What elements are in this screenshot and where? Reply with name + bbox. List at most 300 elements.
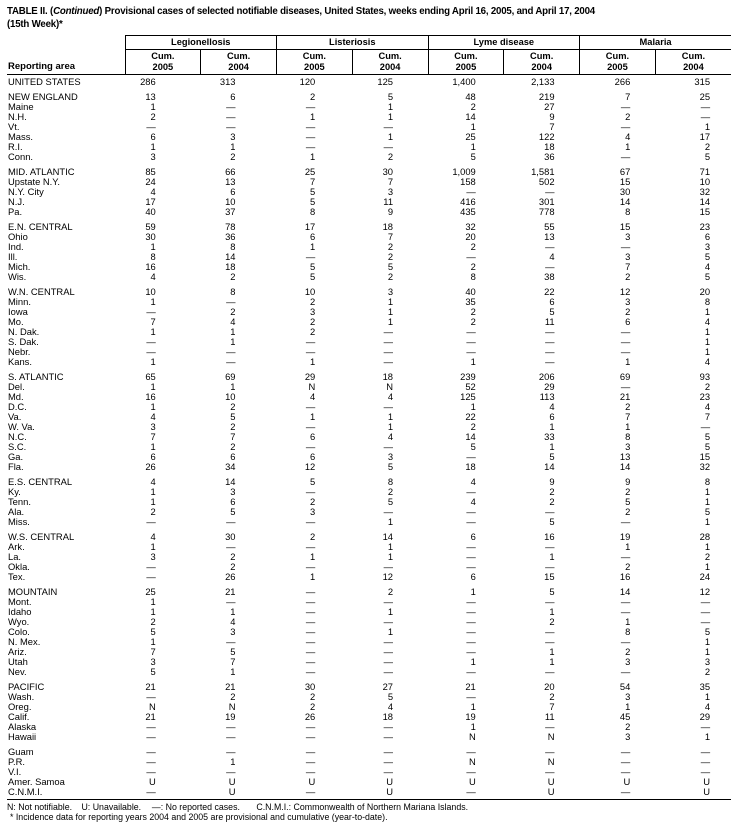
value-cell: — — [226, 721, 236, 732]
value-cell: — — [620, 746, 631, 757]
value-cell: — — [545, 186, 555, 197]
reporting-area-cell: Pa. — [8, 206, 23, 217]
value-cell: 8 — [310, 206, 316, 217]
value-cell: 12 — [304, 461, 316, 472]
legend-unavailable: U: Unavailable. — [81, 802, 142, 812]
footnote-incidence-note: * Incidence data for reporting years 2004 and 2005 are provisional and cumulative (year-to-date). — [10, 812, 388, 822]
value-cell: — — [305, 101, 316, 112]
value-cell: 1 — [704, 496, 711, 507]
value-cell: 2 — [470, 261, 476, 272]
value-cell: 4 — [704, 356, 711, 367]
value-cell: 1 — [387, 316, 394, 327]
value-cell: 2 — [230, 401, 236, 412]
value-cell: 1 — [150, 401, 156, 412]
value-cell: 85 — [145, 166, 156, 177]
reporting-area-cell: Amer. Samoa — [8, 776, 65, 787]
value-cell: 125 — [377, 76, 394, 87]
listeriosis-cum-2004-header: Cum. 2004 — [352, 50, 428, 75]
table-section-3 — [7, 217, 731, 282]
value-cell: — — [383, 326, 394, 337]
value-cell: 2 — [387, 151, 394, 162]
reporting-area-cell: MOUNTAIN — [8, 586, 58, 597]
value-cell: — — [620, 151, 631, 162]
value-cell: 1 — [150, 296, 156, 307]
value-cell: 14 — [544, 461, 555, 472]
value-cell: 3 — [150, 551, 156, 562]
value-cell: 3 — [230, 486, 236, 497]
value-cell: — — [305, 666, 316, 677]
value-cell: 1 — [470, 701, 476, 712]
value-cell: 9 — [549, 111, 555, 122]
value-cell: 2 — [310, 691, 316, 702]
table-row — [7, 682, 731, 692]
value-cell: 5 — [549, 516, 555, 527]
table-row — [7, 722, 731, 732]
value-cell: N — [148, 701, 156, 712]
value-cell: 36 — [544, 151, 555, 162]
value-cell: 19 — [465, 711, 476, 722]
value-cell: 26 — [304, 711, 316, 722]
value-cell: — — [305, 516, 316, 527]
value-cell: 21 — [619, 391, 631, 402]
value-cell: 11 — [544, 711, 555, 722]
value-cell: 2 — [704, 666, 711, 677]
reporting-area-cell: Mo. — [8, 316, 24, 327]
notifiable-diseases-table — [7, 35, 731, 797]
value-cell: — — [545, 326, 555, 337]
table-row — [7, 477, 731, 487]
table-row — [7, 347, 731, 357]
reporting-area-cell: Iowa — [8, 306, 28, 317]
value-cell: 15 — [544, 571, 555, 582]
table-row — [7, 75, 731, 88]
value-cell: 30 — [382, 166, 394, 177]
value-cell: 1 — [387, 551, 394, 562]
value-cell: 15 — [619, 221, 631, 232]
value-cell: — — [466, 746, 476, 757]
value-cell: 24 — [145, 176, 156, 187]
table-section-2 — [7, 162, 731, 217]
value-cell: 1 — [150, 241, 156, 252]
value-cell: 5 — [387, 691, 394, 702]
value-cell: 7 — [625, 411, 631, 422]
value-cell: 5 — [549, 586, 555, 597]
value-cell: — — [383, 636, 394, 647]
value-cell: 14 — [619, 586, 631, 597]
value-cell: 5 — [549, 451, 555, 462]
value-cell: 1 — [625, 616, 631, 627]
value-cell: — — [620, 756, 631, 767]
reporting-area-cell: Wyo. — [8, 616, 30, 627]
table-row — [7, 122, 731, 132]
table-section-6 — [7, 472, 731, 527]
value-cell: — — [305, 336, 316, 347]
table-section-10 — [7, 742, 731, 797]
value-cell: 2 — [625, 401, 631, 412]
value-cell: — — [305, 731, 316, 742]
value-cell: 21 — [145, 711, 156, 722]
value-cell: — — [466, 606, 476, 617]
value-cell: — — [146, 571, 156, 582]
reporting-area-cell: Ky. — [8, 486, 21, 497]
value-cell: 286 — [140, 76, 156, 87]
legionellosis-cum-2004-header: Cum. 2004 — [201, 50, 277, 75]
table-row — [7, 432, 731, 442]
reporting-area-cell: N.H. — [8, 111, 27, 122]
reporting-area-cell: Ariz. — [8, 646, 27, 657]
value-cell: — — [383, 721, 394, 732]
column-group-listeriosis: Listeriosis — [277, 36, 429, 50]
value-cell: 4 — [704, 701, 711, 712]
value-cell: 29 — [544, 381, 555, 392]
value-cell: — — [305, 346, 316, 357]
value-cell: — — [545, 541, 555, 552]
value-cell: 3 — [625, 296, 631, 307]
reporting-area-cell: Miss. — [8, 516, 30, 527]
value-cell: 2 — [625, 111, 631, 122]
value-cell: — — [226, 296, 236, 307]
value-cell: 7 — [310, 176, 316, 187]
value-cell: 1 — [230, 666, 236, 677]
value-cell: 10 — [699, 176, 711, 187]
reporting-area-cell: Vt. — [8, 121, 20, 132]
reporting-area-cell: Wash. — [8, 691, 35, 702]
value-cell: 23 — [699, 221, 711, 232]
value-cell: — — [545, 766, 555, 777]
value-cell: — — [305, 586, 316, 597]
value-cell: 1 — [150, 441, 156, 452]
value-cell: — — [305, 746, 316, 757]
value-cell: 1 — [310, 241, 316, 252]
value-cell: 5 — [387, 261, 394, 272]
value-cell: 1 — [150, 326, 156, 337]
value-cell: 1 — [387, 421, 394, 432]
value-cell: 20 — [699, 286, 711, 297]
disease-group-header-row — [7, 36, 731, 50]
value-cell: 2 — [387, 251, 394, 262]
value-cell: 20 — [465, 231, 476, 242]
value-cell: U — [228, 776, 236, 787]
value-cell: 5 — [310, 196, 316, 207]
value-cell: — — [305, 721, 316, 732]
value-cell: — — [146, 746, 156, 757]
value-cell: 6 — [230, 91, 236, 102]
table-title-line1: TABLE II. (Continued) Provisional cases of selected notifiable diseases, United States, weeks ending April 16, 2005, and April 17, 2004 — [7, 6, 595, 17]
value-cell: 158 — [460, 176, 476, 187]
value-cell: — — [305, 786, 316, 797]
value-cell: 3 — [625, 441, 631, 452]
reporting-area-cell: Calif. — [8, 711, 30, 722]
value-cell: 26 — [225, 571, 236, 582]
reporting-area-cell: Nev. — [8, 666, 27, 677]
value-cell: 2 — [625, 271, 631, 282]
value-cell: — — [146, 721, 156, 732]
value-cell: 4 — [230, 316, 236, 327]
malaria-cum-2005-header: Cum. 2005 — [580, 50, 656, 75]
value-cell: 14 — [465, 111, 476, 122]
value-cell: 8 — [387, 476, 394, 487]
value-cell: 1 — [549, 551, 555, 562]
value-cell: 1 — [387, 411, 394, 422]
reporting-area-cell: Wis. — [8, 271, 27, 282]
reporting-area-cell: W.N. CENTRAL — [8, 286, 75, 297]
value-cell: 21 — [145, 681, 156, 692]
value-cell: 1 — [704, 326, 711, 337]
value-cell: — — [305, 756, 316, 767]
value-cell: 2 — [704, 141, 711, 152]
value-cell: 2 — [310, 326, 316, 337]
value-cell: — — [383, 731, 394, 742]
value-cell: 1 — [387, 296, 394, 307]
reporting-area-cell: Guam — [8, 746, 34, 757]
value-cell: 1 — [704, 486, 711, 497]
value-cell: 18 — [382, 371, 394, 382]
value-cell: — — [383, 666, 394, 677]
value-cell: — — [620, 346, 631, 357]
reporting-area-cell: Oreg. — [8, 701, 32, 712]
table-row — [7, 517, 731, 527]
value-cell: 4 — [150, 186, 156, 197]
value-cell: 1 — [387, 626, 394, 637]
value-cell: — — [466, 346, 476, 357]
value-cell: 1 — [625, 141, 631, 152]
value-cell: 59 — [145, 221, 156, 232]
reporting-area-cell: S. ATLANTIC — [8, 371, 64, 382]
value-cell: 4 — [310, 391, 316, 402]
value-cell: 1 — [704, 306, 711, 317]
value-cell: N — [469, 731, 476, 742]
value-cell: — — [226, 101, 236, 112]
value-cell: — — [545, 346, 555, 357]
value-cell: 11 — [383, 196, 394, 207]
value-cell: — — [226, 746, 236, 757]
value-cell: — — [466, 251, 476, 262]
value-cell: 5 — [704, 431, 711, 442]
reporting-area-cell: Maine — [8, 101, 34, 112]
value-cell: 2 — [310, 316, 316, 327]
legend-no-reported-cases: —: No reported cases. — [151, 802, 240, 812]
value-cell: — — [700, 756, 711, 767]
value-cell: 4 — [704, 316, 711, 327]
value-cell: 10 — [225, 196, 236, 207]
value-cell: — — [620, 551, 631, 562]
value-cell: — — [305, 421, 316, 432]
value-cell: 778 — [538, 206, 555, 217]
value-cell: — — [466, 506, 476, 517]
value-cell: 1 — [470, 356, 476, 367]
value-cell: 1 — [704, 121, 711, 132]
table-section-8 — [7, 582, 731, 677]
value-cell: 1 — [387, 606, 394, 617]
value-cell: 239 — [460, 371, 476, 382]
value-cell: 66 — [225, 166, 236, 177]
value-cell: 14 — [465, 431, 476, 442]
value-cell: — — [545, 356, 555, 367]
value-cell: N — [228, 701, 236, 712]
value-cell: — — [305, 656, 316, 667]
table-row — [7, 197, 731, 207]
table-section-1 — [7, 87, 731, 162]
value-cell: 7 — [549, 121, 555, 132]
value-cell: 3 — [387, 186, 394, 197]
value-cell: 45 — [619, 711, 631, 722]
table-row — [7, 692, 731, 702]
value-cell: 6 — [310, 431, 316, 442]
reporting-area-cell: Nebr. — [8, 346, 31, 357]
value-cell: 3 — [150, 421, 156, 432]
value-cell: 8 — [704, 296, 711, 307]
value-cell: 14 — [619, 461, 631, 472]
value-cell: — — [700, 616, 711, 627]
value-cell: 69 — [619, 371, 631, 382]
value-cell: — — [620, 606, 631, 617]
value-cell: 5 — [230, 411, 236, 422]
table-row — [7, 532, 731, 542]
value-cell: 2 — [704, 551, 711, 562]
value-cell: 13 — [225, 176, 236, 187]
value-cell: 3 — [625, 691, 631, 702]
reporting-area-cell: W.S. CENTRAL — [8, 531, 75, 542]
value-cell: 4 — [704, 261, 711, 272]
value-cell: 3 — [625, 231, 631, 242]
value-cell: 33 — [544, 431, 555, 442]
value-cell: — — [545, 721, 555, 732]
value-cell: 3 — [625, 731, 631, 742]
value-cell: 2 — [150, 506, 156, 517]
value-cell: 27 — [382, 681, 394, 692]
value-cell: — — [305, 401, 316, 412]
value-cell: 6 — [230, 496, 236, 507]
table-section-0 — [7, 75, 731, 88]
value-cell: — — [700, 421, 711, 432]
value-cell: 1 — [230, 756, 236, 767]
reporting-area-cell: E.N. CENTRAL — [8, 221, 73, 232]
value-cell: 120 — [299, 76, 316, 87]
value-cell: 4 — [625, 131, 631, 142]
value-cell: 2 — [230, 306, 236, 317]
value-cell: — — [466, 336, 476, 347]
legend-not-notifiable: N: Not notifiable. — [7, 802, 73, 812]
value-cell: 3 — [387, 451, 394, 462]
value-cell: 2 — [387, 586, 394, 597]
value-cell: 6 — [549, 296, 555, 307]
value-cell: 10 — [225, 391, 236, 402]
value-cell: — — [383, 441, 394, 452]
value-cell: 65 — [145, 371, 156, 382]
value-cell: 2 — [549, 691, 555, 702]
value-cell: 40 — [465, 286, 476, 297]
value-cell: 1 — [704, 636, 711, 647]
value-cell: 17 — [304, 221, 316, 232]
value-cell: 1 — [704, 731, 711, 742]
value-cell: — — [146, 561, 156, 572]
value-cell: — — [545, 261, 555, 272]
value-cell: 2 — [549, 496, 555, 507]
value-cell: 3 — [387, 286, 394, 297]
value-cell: — — [620, 101, 631, 112]
value-cell: 1 — [704, 646, 711, 657]
value-cell: 17 — [699, 131, 711, 142]
value-cell: 16 — [145, 261, 156, 272]
value-cell: 1 — [549, 606, 555, 617]
value-cell: 38 — [544, 271, 555, 282]
value-cell: — — [700, 101, 711, 112]
value-cell: — — [545, 626, 555, 637]
value-cell: 4 — [549, 401, 555, 412]
value-cell: 502 — [538, 176, 555, 187]
value-cell: 32 — [699, 186, 711, 197]
value-cell: 18 — [225, 261, 236, 272]
value-cell: 12 — [699, 586, 711, 597]
value-cell: 1 — [150, 381, 156, 392]
value-cell: — — [305, 636, 316, 647]
reporting-area-cell: Md. — [8, 391, 24, 402]
value-cell: — — [545, 506, 555, 517]
value-cell: 1 — [549, 646, 555, 657]
reporting-area-cell: Colo. — [8, 626, 30, 637]
table-row — [7, 402, 731, 412]
value-cell: 1 — [387, 516, 394, 527]
value-cell: 315 — [694, 76, 711, 87]
value-cell: 1 — [150, 486, 156, 497]
value-cell: 3 — [704, 656, 711, 667]
table-row — [7, 252, 731, 262]
value-cell: 71 — [699, 166, 711, 177]
value-cell: 219 — [538, 91, 555, 102]
value-cell: 1 — [150, 606, 156, 617]
value-cell: 7 — [704, 411, 711, 422]
value-cell: 2 — [625, 486, 631, 497]
value-cell: 1 — [549, 421, 555, 432]
value-cell: 15 — [619, 176, 631, 187]
value-cell: — — [466, 691, 476, 702]
value-cell: — — [466, 636, 476, 647]
value-cell: — — [466, 596, 476, 607]
value-cell: 54 — [619, 681, 631, 692]
value-cell: — — [305, 121, 316, 132]
value-cell: 16 — [145, 391, 156, 402]
value-cell: 2 — [625, 646, 631, 657]
reporting-area-cell: S.C. — [8, 441, 27, 452]
value-cell: 5 — [310, 476, 316, 487]
value-cell: 1 — [470, 141, 476, 152]
value-cell: 2 — [470, 101, 476, 112]
value-cell: 4 — [230, 616, 236, 627]
value-cell: 4 — [387, 701, 394, 712]
table-row — [7, 297, 731, 307]
value-cell: — — [305, 606, 316, 617]
value-cell: 20 — [544, 681, 555, 692]
value-cell: — — [383, 561, 394, 572]
value-cell: 29 — [304, 371, 316, 382]
value-cell: 4 — [150, 271, 156, 282]
table-row — [7, 572, 731, 582]
value-cell: 206 — [538, 371, 555, 382]
listeriosis-cum-2005-header: Cum. 2005 — [277, 50, 353, 75]
value-cell: — — [383, 141, 394, 152]
table-row — [7, 287, 731, 297]
value-cell: U — [703, 786, 711, 797]
value-cell: — — [226, 636, 236, 647]
value-cell: 34 — [225, 461, 236, 472]
value-cell: 1 — [387, 306, 394, 317]
table-row — [7, 552, 731, 562]
value-cell: — — [383, 646, 394, 657]
value-cell: 1 — [310, 571, 316, 582]
value-cell: — — [383, 401, 394, 412]
value-cell: 12 — [619, 286, 631, 297]
value-cell: 8 — [150, 251, 156, 262]
